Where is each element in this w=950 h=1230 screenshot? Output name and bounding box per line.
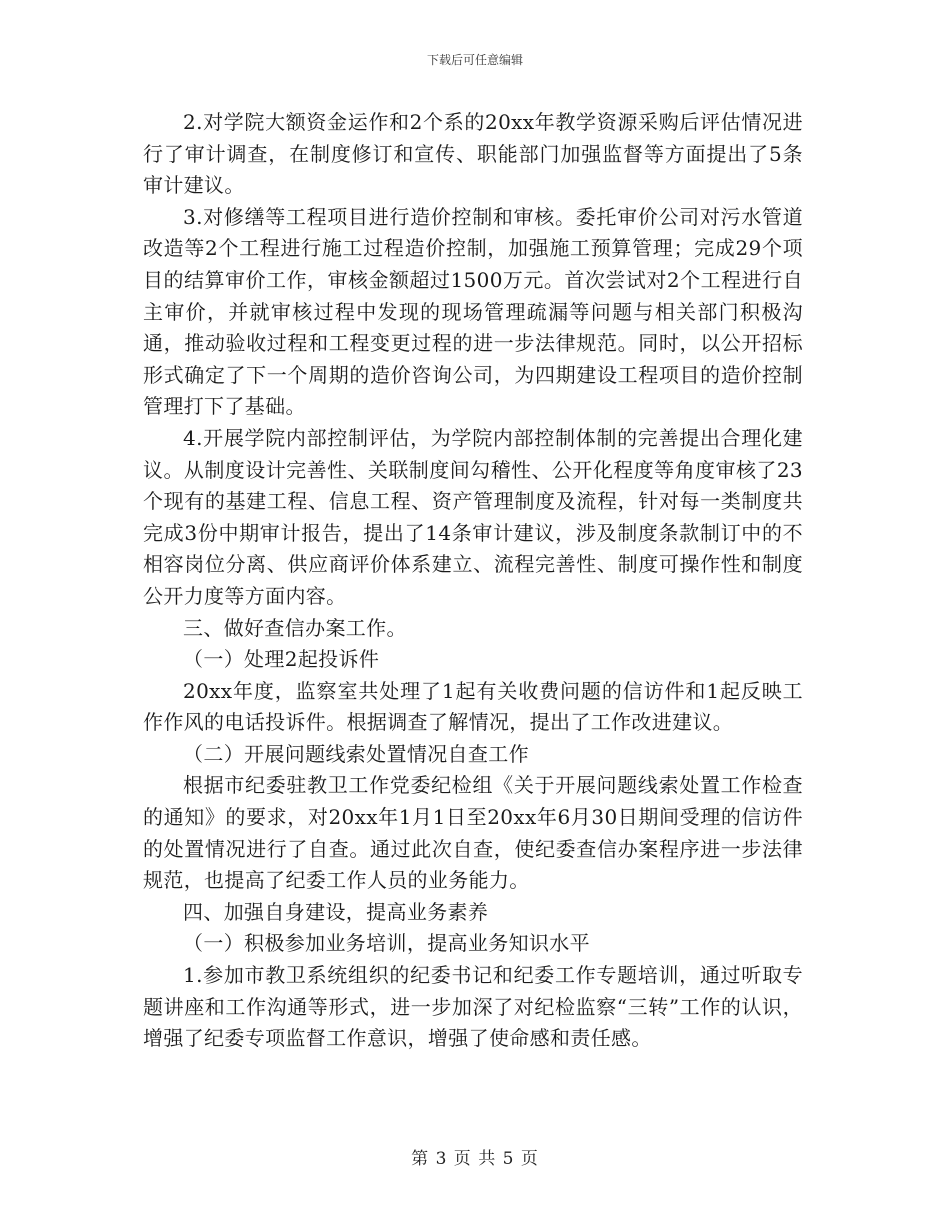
paragraph-internal-control: 4.开展学院内部控制评估，为学院内部控制体制的完善提出合理化建议。从制度设计完善性、关联制度间勾稽性、公开化程度等角度审核了23个现有的基建工程、信息工程、资产管理制度及流程，针对每一类制度共完成3份中期审计报告，提出了14条审计建议，涉及制度条款制订中的不相容岗位分离、供应商评价体系建立、流程完善性、制度可操作性和制度公开力度等方面内容。 <box>143 425 803 608</box>
paragraph-audit-survey: 2.对学院大额资金运作和2个系的20xx年教学资源采购后评估情况进行了审计调查，在制度修订和宣传、职能部门加强监督等方面提出了5条审计建议。 <box>143 110 803 198</box>
paragraph-complaints: 20xx年度，监察室共处理了1起有关收费问题的信访件和1起反映工作作风的电话投诉件。根据调查了解情况，提出了工作改进建议。 <box>143 678 803 735</box>
document-body <box>143 107 803 1055</box>
paragraph-training: 1.参加市教卫系统组织的纪委书记和纪委工作专题培训，通过听取专题讲座和工作沟通等形式，进一步加深了对纪检监察“三转”工作的认识，增强了纪委专项监督工作意识，增强了使命感和责任感。 <box>143 963 803 1051</box>
page-header: 下载后可任意编辑 <box>426 53 523 67</box>
paragraph-cost-control: 3.对修缮等工程项目进行造价控制和审核。委托审价公司对污水管道改造等2个工程进行施工过程造价控制，加强施工预算管理；完成29个项目的结算审价工作，审核金额超过1500万元。首次尝试对2个工程进行自主审价，并就审核过程中发现的现场管理疏漏等问题与相关部门积极沟通，推动验收过程和工程变更过程的进一步法律规范。同时，以公开招标形式确定了下一个周期的造价咨询公司，为四期建设工程项目的造价控制管理打下了基础。 <box>143 204 803 419</box>
section-heading-3: 三、做好查信办案工作。 <box>183 615 407 640</box>
subsection-heading-3-2: （二）开展问题线索处置情况自查工作 <box>183 741 529 766</box>
page-number: 第 3 页 共 5 页 <box>411 1149 539 1169</box>
subsection-heading-4-1: （一）积极参加业务培训，提高业务知识水平 <box>183 931 590 956</box>
subsection-heading-3-1: （一）处理2起投诉件 <box>183 647 380 672</box>
section-heading-4: 四、加强自身建设，提高业务素养 <box>183 899 489 924</box>
paragraph-self-inspection: 根据市纪委驻教卫工作党委纪检组《关于开展问题线索处置工作检查的通知》的要求，对20xx年1月1日至20xx年6月30日期间受理的信访件的处置情况进行了自查。通过此次自查，使纪委查信办案程序进一步法律规范，也提高了纪委工作人员的业务能力。 <box>143 773 803 893</box>
